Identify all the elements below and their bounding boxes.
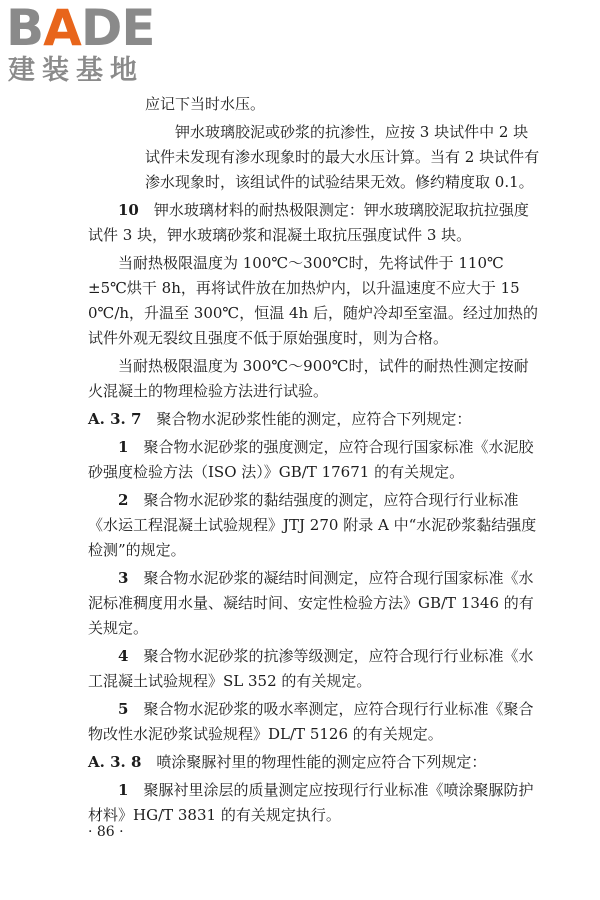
paragraph: 钾水玻璃胶泥或砂浆的抗渗性，应按 3 块试件中 2 块试件未发现有渗水现象时的最大水压计算。当有 2 块试件有渗水现象时，该组试件的试验结果无效。修约精度取 0.1。 xyxy=(145,123,540,191)
logo-wordmark xyxy=(6,0,155,57)
page-number: · 86 · xyxy=(88,824,124,840)
section-number: A. 3. 7 xyxy=(88,410,142,428)
item-text: 聚合物水泥砂浆的凝结时间测定，应符合现行国家标准《水泥标准稠度用水量、凝结时间、安定性检验方法》GB/T 1346 的有关规定。 xyxy=(88,569,534,637)
item-number: 3 xyxy=(118,569,129,587)
list-item xyxy=(0,435,600,485)
list-item xyxy=(0,644,600,694)
section-number: A. 3. 8 xyxy=(88,753,142,771)
item-number: 1 xyxy=(118,781,129,799)
list-item xyxy=(0,488,600,563)
text-line: 应记下当时水压。 xyxy=(145,95,266,113)
document-body xyxy=(0,92,600,828)
item-number: 4 xyxy=(118,647,129,665)
site-logo xyxy=(6,2,176,88)
paragraph: 当耐热极限温度为 300℃～900℃时，试件的耐热性测定按耐火混凝土的物理检验方法进行试验。 xyxy=(88,357,529,400)
section-heading xyxy=(0,750,600,775)
section-text: 聚合物水泥砂浆性能的测定，应符合下列规定： xyxy=(156,410,472,428)
list-item xyxy=(0,697,600,747)
paragraph xyxy=(0,198,600,248)
item-text: 聚合物水泥砂浆的黏结强度的测定，应符合现行行业标准《水运工程混凝土试验规程》JTJ 270 附录 A 中“水泥砂浆黏结强度检测”的规定。 xyxy=(88,491,537,559)
item-text: 聚合物水泥砂浆的抗渗等级测定，应符合现行行业标准《水工混凝土试验规程》SL 352 的有关规定。 xyxy=(88,647,534,690)
item-number: 1 xyxy=(118,438,129,456)
logo-letters-de: DE xyxy=(80,0,155,57)
item-number: 2 xyxy=(118,491,129,509)
item-text: 聚脲衬里涂层的质量测定应按现行行业标准《喷涂聚脲防护材料》HG/T 3831 的有关规定执行。 xyxy=(88,781,534,824)
logo-letter-b: B xyxy=(6,0,44,57)
logo-letter-a: A xyxy=(43,0,81,57)
section-heading xyxy=(0,407,600,432)
item-text: 聚合物水泥砂浆的强度测定，应符合现行国家标准《水泥胶砂强度检验方法（ISO 法）》GB/T 17671 的有关规定。 xyxy=(88,438,534,481)
item-number: 5 xyxy=(118,700,129,718)
list-item xyxy=(0,566,600,641)
logo-chinese-text: 建装基地 xyxy=(8,55,144,86)
item-number: 10 xyxy=(118,201,139,219)
paragraph: 当耐热极限温度为 100℃～300℃时，先将试件于 110℃±5℃烘干 8h，再将试件放在加热炉内，以升温速度不应大于 150℃/h，升温至 300℃，恒温 4h 后，随炉冷却至室温。经过加热的试件外观无裂纹且强度不低于原始强度时，则为合格。 xyxy=(88,254,538,347)
section-text: 喷涂聚脲衬里的物理性能的测定应符合下列规定： xyxy=(156,753,487,771)
list-item xyxy=(0,778,600,828)
item-text: 钾水玻璃材料的耐热极限测定：钾水玻璃胶泥取抗拉强度试件 3 块，钾水玻璃砂浆和混凝土取抗压强度试件 3 块。 xyxy=(88,201,529,244)
item-text: 聚合物水泥砂浆的吸水率测定，应符合现行行业标准《聚合物改性水泥砂浆试验规程》DL/T 5126 的有关规定。 xyxy=(88,700,534,743)
